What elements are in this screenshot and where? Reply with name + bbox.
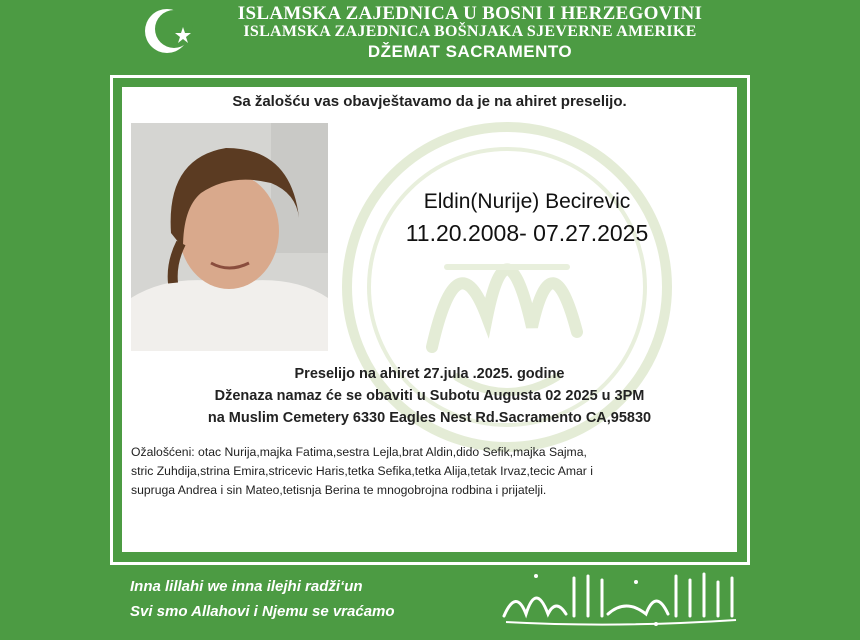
life-dates: 11.20.2008- 07.27.2025 <box>405 220 649 246</box>
portrait-image <box>131 123 328 351</box>
detail-line: Preselijo na ahiret 27.jula .2025. godine <box>294 366 565 382</box>
notice-card <box>122 87 737 552</box>
header-text <box>200 4 740 63</box>
detail-line: na Muslim Cemetery 6330 Eagles Nest Rd.Sacramento CA,95830 <box>207 410 652 426</box>
deceased-info <box>362 187 692 249</box>
header-line-1: ISLAMSKA ZAJEDNICA U BOSNI I HERZEGOVINI <box>237 3 703 24</box>
footer-line-1: Inna lillahi we inna ilejhi radži‘un <box>130 578 363 595</box>
mourners-list <box>131 443 731 500</box>
intro-text: Sa žalošću vas obavještavamo da je na ahiret preselijo. <box>232 93 627 110</box>
mourners-line: Ožalošćeni: otac Nurija,majka Fatima,sestra Lejla,brat Aldin,dido Sefik,majka Sajma, <box>131 445 587 459</box>
header-line-2: ISLAMSKA ZAJEDNICA BOŠNJAKA SJEVERNE AMERIKE <box>243 23 697 40</box>
footer-text <box>130 574 395 624</box>
portrait-photo <box>131 123 328 351</box>
funeral-details <box>122 363 737 429</box>
mourners-line: stric Zuhdija,strina Emira,stricevic Haris,tetka Sefika,tetka Alija,tetak Irvaz,tecic Amar i <box>131 464 593 478</box>
crescent-star-icon <box>143 3 199 59</box>
header-line-3: DŽEMAT SACRAMENTO <box>367 42 573 61</box>
arabic-calligraphy-icon <box>496 568 742 630</box>
mourners-line: supruga Andrea i sin Mateo,tetisnja Berina te mnogobrojna rodbina i prijatelji. <box>131 483 547 497</box>
detail-line: Dženaza namaz će se obaviti u Subotu Augusta 02 2025 u 3PM <box>214 388 645 404</box>
deceased-name: Eldin(Nurije) Becirevic <box>423 190 631 213</box>
header <box>0 0 860 76</box>
footer-line-2: Svi smo Allahovi i Njemu se vraćamo <box>130 603 395 620</box>
